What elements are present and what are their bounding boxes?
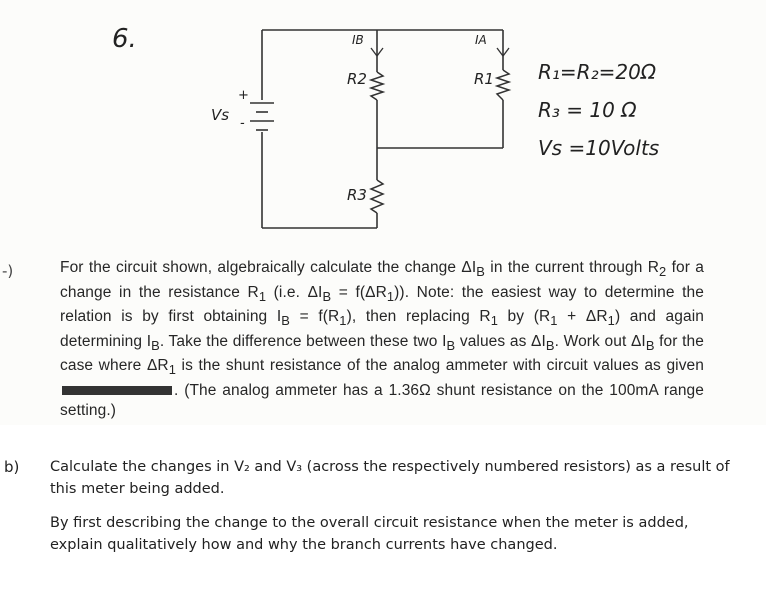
- part-b-label: b): [4, 458, 20, 476]
- label-ib: IB: [352, 33, 364, 47]
- battery-vs: [250, 103, 274, 130]
- label-r3: R3: [347, 186, 367, 204]
- given-r1-r2: R₁=R₂=20Ω: [538, 60, 657, 84]
- resistor-r1: [497, 70, 509, 100]
- resistor-r3: [371, 180, 383, 213]
- label-minus: -: [240, 116, 245, 131]
- part-b-text: [50, 456, 730, 568]
- question-number: 6.: [112, 24, 137, 54]
- label-plus: +: [238, 88, 249, 103]
- part-b-paragraph-1: Calculate the changes in V₂ and V₃ (across the respectively numbered resistors) as a result of this meter being added.: [50, 459, 730, 497]
- resistor-r2: [371, 72, 383, 100]
- label-r1: R1: [474, 70, 494, 88]
- printed-question: For the circuit shown, algebraically calculate the change $\Delta I_B$ in the current through $R_2$ for a change in the resistance $R_1$ (i.e. $\Delta I_B = f(\Delta R_1)$). Note: the easiest way to determine the relation is by first obtaining $I_B = f(R_1)$, then replacing $R_1$ by $(R_1 + \Delta R_1)$ and again determining $I_B$. Take the difference between these two $I_B$ values as $\Delta I_B$. Work out $\Delta I_B$ for the case where $\Delta R_1$ is the shunt resistance of the analog ammeter with circuit values as given. (The analog ammeter has a 1.36Ω shunt resistance on the 100mA range setting.): [60, 259, 704, 420]
- label-ia: IA: [475, 33, 487, 47]
- circuit-diagram: [0, 0, 766, 260]
- circuit-wires: [262, 30, 503, 228]
- redaction-mark: [62, 386, 172, 395]
- label-vs: Vs: [211, 106, 230, 124]
- given-vs: Vs =10Volts: [538, 136, 660, 160]
- given-r3: R₃ = 10 Ω: [538, 98, 637, 122]
- part-b-paragraph-2: By first describing the change to the overall circuit resistance when the meter is added, explain qualitatively how and why the branch currents have changed.: [50, 515, 689, 553]
- margin-mark: -): [2, 262, 14, 280]
- label-r2: R2: [347, 70, 367, 88]
